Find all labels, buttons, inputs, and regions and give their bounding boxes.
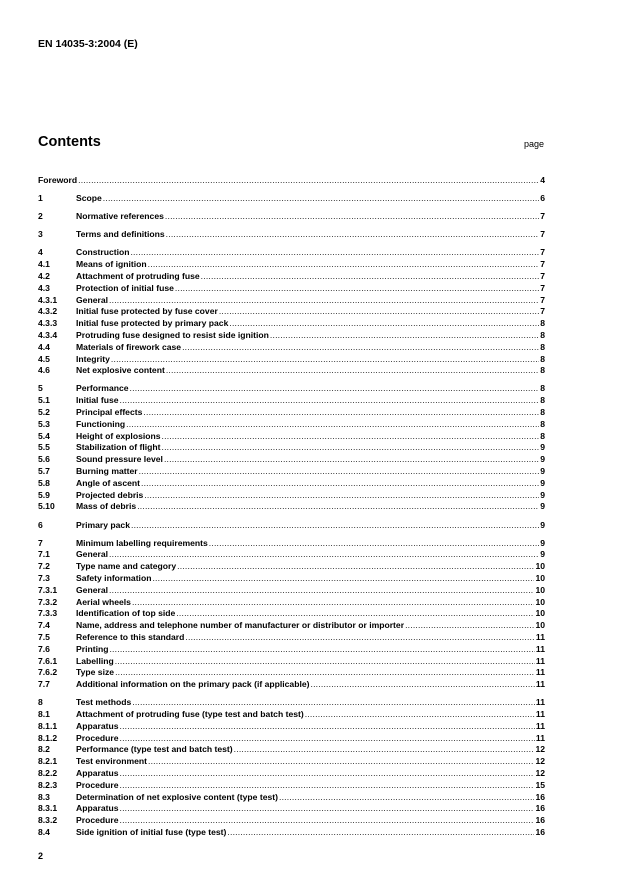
toc-entry-page: 11 — [535, 709, 545, 720]
toc-leader-dots — [103, 193, 539, 205]
toc-leader-dots — [176, 608, 534, 620]
toc-entry-number: 8.3.2 — [38, 815, 58, 826]
toc-entry-title: Sound pressure level — [76, 454, 163, 465]
toc-entry[interactable] — [38, 520, 545, 532]
toc-entry-title: Minimum labelling requirements — [76, 537, 208, 548]
toc-entry[interactable] — [38, 768, 545, 780]
toc-entry-title: Test methods — [76, 697, 132, 708]
toc-entry-page: 7 — [540, 229, 545, 240]
toc-entry[interactable] — [38, 354, 545, 366]
toc-entry-title: Terms and definitions — [76, 229, 165, 240]
toc-entry[interactable] — [38, 211, 545, 223]
toc-leader-dots — [175, 283, 539, 295]
toc-entry-page: 11 — [535, 643, 545, 654]
toc-entry[interactable] — [38, 193, 545, 205]
toc-entry[interactable] — [38, 656, 545, 668]
toc-entry-number: 1 — [38, 193, 43, 204]
toc-leader-dots — [229, 318, 539, 330]
toc-entry-title: Performance (type test and batch test) — [76, 744, 233, 755]
toc-entry-number: 7.6 — [38, 643, 50, 654]
toc-entry-number: 7.3 — [38, 572, 50, 583]
toc-entry-title: Net explosive content — [76, 365, 165, 376]
toc-entry[interactable] — [38, 306, 545, 318]
toc-entry-page: 12 — [535, 756, 545, 767]
toc-entry-number: 8.3 — [38, 791, 50, 802]
toc-leader-dots — [131, 520, 539, 532]
toc-entry-number: 7.4 — [38, 620, 50, 631]
toc-entry-page: 7 — [540, 282, 545, 293]
toc-leader-dots — [177, 561, 534, 573]
toc-entry[interactable] — [38, 330, 545, 342]
toc-leader-dots — [115, 656, 535, 668]
toc-entry[interactable] — [38, 632, 545, 644]
toc-leader-dots — [148, 259, 540, 271]
toc-entry-page: 10 — [535, 596, 545, 607]
document-header: EN 14035-3:2004 (E) — [38, 38, 138, 50]
toc-entry[interactable] — [38, 585, 545, 597]
toc-entry[interactable] — [38, 229, 545, 241]
toc-entry-title: General — [76, 584, 109, 595]
toc-entry-number: 8 — [38, 697, 43, 708]
toc-entry-number: 8.2.1 — [38, 756, 58, 767]
toc-leader-dots — [305, 709, 535, 721]
toc-entry[interactable] — [38, 247, 545, 259]
toc-leader-dots — [120, 780, 535, 792]
toc-entry[interactable] — [38, 395, 545, 407]
toc-entry-title: Printing — [76, 643, 109, 654]
toc-entry[interactable] — [38, 679, 545, 691]
toc-leader-dots — [227, 827, 534, 839]
toc-leader-dots — [139, 466, 540, 478]
toc-leader-dots — [279, 792, 534, 804]
toc-entry-title: Burning matter — [76, 466, 138, 477]
toc-entry-page: 10 — [535, 572, 545, 583]
toc-entry[interactable] — [38, 478, 545, 490]
toc-entry-title: Apparatus — [76, 720, 119, 731]
page-number: 2 — [38, 851, 44, 861]
toc-entry-title: Stabilization of flight — [76, 442, 161, 453]
toc-leader-dots — [132, 697, 535, 709]
toc-entry-title: Angle of ascent — [76, 477, 140, 488]
toc-entry-page: 9 — [540, 466, 545, 477]
toc-leader-dots — [120, 803, 535, 815]
toc-entry[interactable] — [38, 365, 545, 377]
toc-entry-number: 7.3.3 — [38, 608, 58, 619]
toc-leader-dots — [219, 306, 539, 318]
toc-entry-number: 4.5 — [38, 353, 50, 364]
toc-entry[interactable] — [38, 721, 545, 733]
toc-entry[interactable] — [38, 419, 545, 431]
toc-entry-page: 7 — [540, 270, 545, 281]
toc-entry-title: Type size — [76, 667, 115, 678]
toc-entry-page: 16 — [535, 827, 545, 838]
toc-entry-title: Functioning — [76, 418, 126, 429]
toc-entry-page: 10 — [535, 620, 545, 631]
toc-entry-number: 5.3 — [38, 418, 50, 429]
toc-entry-page: 9 — [540, 549, 545, 560]
toc-entry-number: 5 — [38, 383, 43, 394]
toc-leader-dots — [111, 354, 539, 366]
toc-entry-page: 8 — [540, 418, 545, 429]
toc-entry-title: Additional information on the primary pack (if applicable) — [76, 679, 310, 690]
toc-leader-dots — [120, 815, 535, 827]
toc-entry-page: 16 — [535, 815, 545, 826]
toc-entry[interactable] — [38, 803, 545, 815]
toc-leader-dots — [148, 756, 534, 768]
toc-entry-title: Identification of top side — [76, 608, 176, 619]
toc-entry-title: Type name and category — [76, 561, 177, 572]
toc-leader-dots — [405, 620, 534, 632]
toc-entry-number: 4.3.2 — [38, 306, 58, 317]
toc-leader-dots — [109, 549, 539, 561]
toc-entry-title: Apparatus — [76, 768, 119, 779]
toc-entry[interactable] — [38, 175, 545, 187]
toc-leader-dots — [141, 478, 539, 490]
toc-leader-dots — [132, 597, 535, 609]
toc-entry-page: 8 — [540, 353, 545, 364]
toc-entry-number: 5.7 — [38, 466, 50, 477]
toc-entry-number: 7.6.1 — [38, 655, 58, 666]
toc-entry[interactable] — [38, 620, 545, 632]
toc-entry[interactable] — [38, 342, 545, 354]
toc-entry[interactable] — [38, 573, 545, 585]
toc-entry-number: 8.3.1 — [38, 803, 58, 814]
toc-leader-dots — [209, 538, 539, 550]
toc-entry[interactable] — [38, 744, 545, 756]
toc-entry-title: Procedure — [76, 732, 119, 743]
toc-entry-number: 7 — [38, 537, 43, 548]
toc-entry-number: 7.5 — [38, 631, 50, 642]
toc-entry-page: 4 — [540, 175, 545, 185]
toc-leader-dots — [185, 632, 535, 644]
toc-entry-page: 8 — [540, 318, 545, 329]
toc-leader-dots — [120, 733, 535, 745]
toc-leader-dots — [120, 721, 535, 733]
toc-entry-number: 7.7 — [38, 679, 50, 690]
toc-entry[interactable] — [38, 608, 545, 620]
toc-leader-dots — [164, 454, 539, 466]
toc-leader-dots — [144, 490, 539, 502]
toc-entry[interactable] — [38, 756, 545, 768]
table-of-contents — [38, 175, 545, 839]
toc-entry-number: 4.3.3 — [38, 318, 58, 329]
toc-entry-page: 8 — [540, 395, 545, 406]
toc-entry-page: 9 — [540, 537, 545, 548]
toc-entry-title: Apparatus — [76, 803, 119, 814]
toc-entry[interactable] — [38, 490, 545, 502]
toc-entry-title: Labelling — [76, 655, 114, 666]
toc-entry-number: 4.3.4 — [38, 329, 58, 340]
toc-entry-number: 5.5 — [38, 442, 50, 453]
toc-entry-page: 9 — [540, 477, 545, 488]
toc-entry-title: Construction — [76, 247, 130, 258]
toc-entry-title: Foreword — [38, 175, 78, 185]
toc-entry-title: Projected debris — [76, 489, 144, 500]
toc-entry-page: 7 — [540, 211, 545, 222]
toc-leader-dots — [78, 175, 539, 187]
toc-entry-number: 4.3.1 — [38, 294, 58, 305]
toc-entry-page: 7 — [540, 294, 545, 305]
toc-entry-number: 8.2 — [38, 744, 50, 755]
toc-entry-title: Mass of debris — [76, 501, 137, 512]
toc-entry-title: Aerial wheels — [76, 596, 131, 607]
toc-entry[interactable] — [38, 431, 545, 443]
toc-entry-title: Determination of net explosive content (type test) — [76, 791, 278, 802]
toc-entry-page: 7 — [540, 306, 545, 317]
toc-entry-title: Procedure — [76, 779, 119, 790]
toc-entry-number: 5.2 — [38, 407, 50, 418]
toc-entry-page: 9 — [540, 519, 545, 530]
toc-entry-number: 3 — [38, 229, 43, 240]
toc-entry-page: 6 — [540, 193, 545, 204]
toc-entry-number: 5.9 — [38, 489, 50, 500]
toc-entry-page: 10 — [535, 561, 545, 572]
toc-entry-number: 8.1.1 — [38, 720, 58, 731]
toc-entry-page: 9 — [540, 489, 545, 500]
toc-entry-page: 16 — [535, 791, 545, 802]
toc-entry-title: Integrity — [76, 353, 110, 364]
toc-entry-title: Initial fuse — [76, 395, 119, 406]
toc-leader-dots — [166, 365, 539, 377]
toc-entry-number: 8.1.2 — [38, 732, 58, 743]
toc-entry[interactable] — [38, 407, 545, 419]
toc-entry-number: 4.1 — [38, 259, 50, 270]
toc-entry-page: 10 — [535, 584, 545, 595]
toc-entry-number: 7.1 — [38, 549, 50, 560]
toc-entry-page: 9 — [540, 442, 545, 453]
toc-entry[interactable] — [38, 644, 545, 656]
toc-leader-dots — [182, 342, 539, 354]
toc-entry[interactable] — [38, 283, 545, 295]
toc-entry-page: 11 — [535, 720, 545, 731]
toc-entry-number: 5.6 — [38, 454, 50, 465]
toc-entry-number: 6 — [38, 519, 43, 530]
toc-entry-page: 7 — [540, 259, 545, 270]
toc-entry[interactable] — [38, 271, 545, 283]
toc-entry-page: 9 — [540, 454, 545, 465]
toc-entry-title: Reference to this standard — [76, 631, 185, 642]
toc-entry-number: 8.2.3 — [38, 779, 58, 790]
toc-entry-title: Attachment of protruding fuse — [76, 270, 200, 281]
toc-entry-number: 5.4 — [38, 430, 50, 441]
toc-leader-dots — [165, 211, 539, 223]
toc-entry[interactable] — [38, 792, 545, 804]
toc-entry-number: 8.4 — [38, 827, 50, 838]
toc-entry-page: 8 — [540, 329, 545, 340]
toc-entry-number: 4.4 — [38, 341, 50, 352]
toc-entry[interactable] — [38, 697, 545, 709]
toc-entry-title: Means of ignition — [76, 259, 147, 270]
toc-leader-dots — [201, 271, 540, 283]
toc-leader-dots — [120, 768, 535, 780]
toc-leader-dots — [109, 644, 534, 656]
toc-entry-title: Protruding fuse designed to resist side ignition — [76, 329, 269, 340]
page-column-label: page — [523, 139, 544, 149]
toc-entry-page: 8 — [540, 383, 545, 394]
toc-entry[interactable] — [38, 827, 545, 839]
toc-entry-page: 15 — [535, 779, 545, 790]
toc-entry-number: 2 — [38, 211, 43, 222]
toc-leader-dots — [130, 247, 539, 259]
toc-entry-page: 8 — [540, 341, 545, 352]
toc-entry-title: Materials of firework case — [76, 341, 182, 352]
toc-entry-number: 7.6.2 — [38, 667, 58, 678]
toc-entry[interactable] — [38, 549, 545, 561]
toc-entry[interactable] — [38, 538, 545, 550]
toc-entry-number: 4.2 — [38, 270, 50, 281]
toc-entry-page: 11 — [535, 697, 545, 708]
toc-leader-dots — [270, 330, 539, 342]
toc-entry-page: 11 — [535, 679, 545, 690]
toc-entry-title: Primary pack — [76, 519, 130, 530]
toc-entry-title: Normative references — [76, 211, 164, 222]
toc-entry-title: Name, address and telephone number of manufacturer or distributor or importer — [76, 620, 405, 631]
toc-leader-dots — [166, 229, 540, 241]
toc-entry-title: General — [76, 549, 109, 560]
toc-entry-title: Initial fuse protected by fuse cover — [76, 306, 218, 317]
toc-entry-page: 8 — [540, 430, 545, 441]
toc-entry-title: Performance — [76, 383, 129, 394]
toc-entry-number: 8.2.2 — [38, 768, 58, 779]
toc-entry[interactable] — [38, 454, 545, 466]
toc-entry[interactable] — [38, 295, 545, 307]
toc-entry[interactable] — [38, 561, 545, 573]
toc-entry-title: Protection of initial fuse — [76, 282, 174, 293]
toc-entry-title: Side ignition of initial fuse (type test) — [76, 827, 227, 838]
toc-entry[interactable] — [38, 667, 545, 679]
toc-entry-title: Scope — [76, 193, 102, 204]
toc-entry-number: 5.1 — [38, 395, 50, 406]
toc-entry[interactable] — [38, 466, 545, 478]
toc-entry-number: 7.3.1 — [38, 584, 58, 595]
toc-leader-dots — [126, 419, 539, 431]
toc-entry[interactable] — [38, 709, 545, 721]
toc-entry-title: Principal effects — [76, 407, 143, 418]
toc-entry-number: 5.10 — [38, 501, 55, 512]
toc-entry[interactable] — [38, 259, 545, 271]
toc-entry[interactable] — [38, 815, 545, 827]
toc-entry-page: 12 — [535, 744, 545, 755]
toc-leader-dots — [143, 407, 539, 419]
toc-entry[interactable] — [38, 318, 545, 330]
toc-entry-number: 8.1 — [38, 709, 50, 720]
toc-entry[interactable] — [38, 501, 545, 513]
toc-entry-title: Initial fuse protected by primary pack — [76, 318, 229, 329]
toc-leader-dots — [109, 295, 539, 307]
toc-entry-page: 8 — [540, 365, 545, 376]
toc-entry-page: 8 — [540, 407, 545, 418]
toc-leader-dots — [115, 667, 535, 679]
toc-entry-page: 11 — [535, 667, 545, 678]
toc-leader-dots — [137, 501, 539, 513]
toc-leader-dots — [162, 442, 540, 454]
toc-entry-page: 10 — [535, 608, 545, 619]
toc-leader-dots — [109, 585, 534, 597]
toc-entry-number: 7.3.2 — [38, 596, 58, 607]
toc-entry-number: 5.8 — [38, 477, 50, 488]
toc-entry-page: 9 — [540, 501, 545, 512]
toc-entry[interactable] — [38, 780, 545, 792]
toc-entry-page: 7 — [540, 247, 545, 258]
toc-entry-title: Safety information — [76, 572, 152, 583]
toc-leader-dots — [234, 744, 535, 756]
toc-leader-dots — [311, 679, 535, 691]
toc-entry-page: 11 — [535, 631, 545, 642]
toc-entry-title: Test environment — [76, 756, 147, 767]
toc-entry[interactable] — [38, 442, 545, 454]
toc-leader-dots — [130, 383, 540, 395]
toc-leader-dots — [152, 573, 534, 585]
toc-entry[interactable] — [38, 383, 545, 395]
toc-entry[interactable] — [38, 597, 545, 609]
toc-entry-title: Attachment of protruding fuse (type test and batch test) — [76, 709, 304, 720]
contents-heading: Contents — [38, 134, 101, 150]
toc-entry-page: 16 — [535, 803, 545, 814]
toc-entry-number: 4.6 — [38, 365, 50, 376]
toc-entry-title: General — [76, 294, 109, 305]
toc-leader-dots — [162, 431, 540, 443]
toc-entry-number: 7.2 — [38, 561, 50, 572]
toc-entry-title: Procedure — [76, 815, 119, 826]
toc-entry[interactable] — [38, 733, 545, 745]
toc-leader-dots — [120, 395, 540, 407]
toc-entry-page: 12 — [535, 768, 545, 779]
toc-entry-title: Height of explosions — [76, 430, 161, 441]
toc-entry-page: 11 — [535, 732, 545, 743]
toc-entry-number: 4 — [38, 247, 43, 258]
toc-entry-page: 11 — [535, 655, 545, 666]
toc-entry-number: 4.3 — [38, 282, 50, 293]
